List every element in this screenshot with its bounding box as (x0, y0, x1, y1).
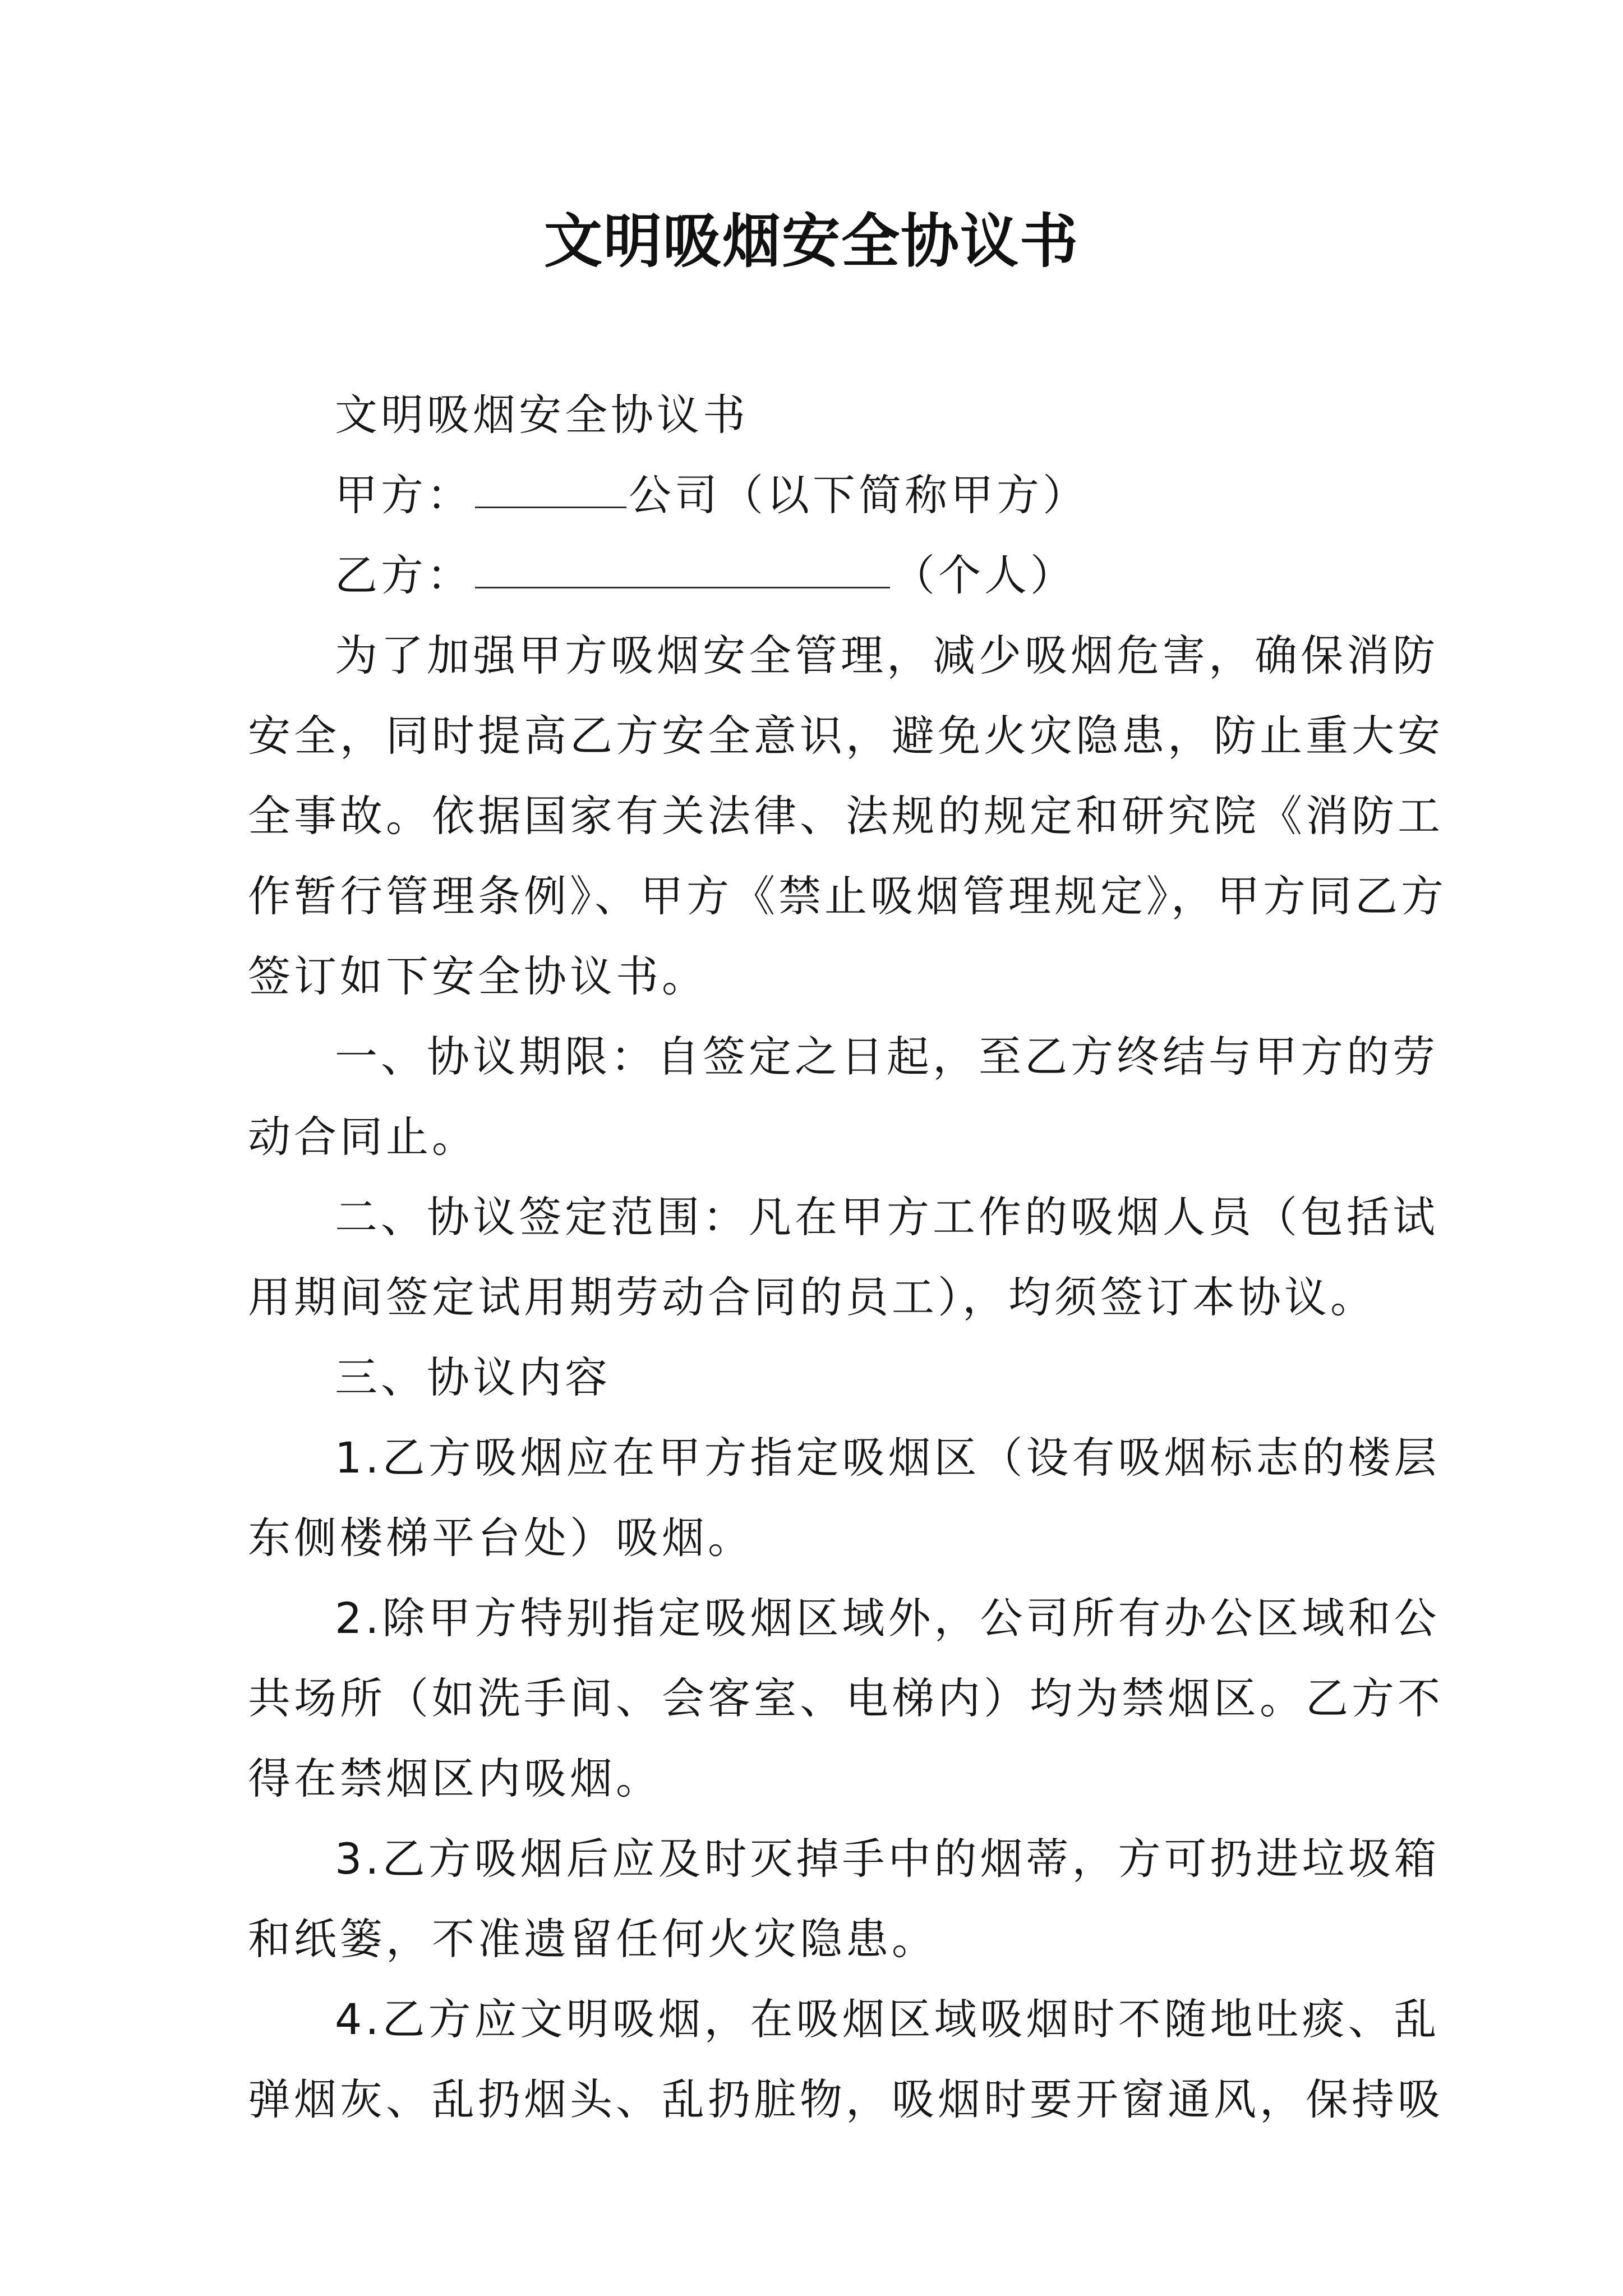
party-a-blank[interactable] (475, 455, 626, 508)
paragraph-line: 动合同止。 (248, 1112, 478, 1162)
paragraph-line: 用期间签定试用期劳动合同的员工），均须签订本协议。 (248, 1272, 1376, 1322)
paragraph-line: 一、协议期限：自签定之日起，至乙方终结与甲方的劳 (335, 1032, 1438, 1082)
paragraph-line: 4.乙方应文明吸烟，在吸烟区域吸烟时不随地吐痰、乱 (335, 1994, 1440, 2044)
paragraph-line: 为了加强甲方吸烟安全管理，减少吸烟危害，确保消防 (335, 631, 1438, 680)
party-b-blank[interactable] (475, 535, 890, 588)
party-a-label: 甲方： (335, 470, 473, 520)
body-subtitle: 文明吸烟安全协议书 (335, 390, 749, 440)
section-heading: 三、协议内容 (335, 1352, 611, 1402)
party-b-suffix: （个人） (892, 550, 1076, 600)
paragraph-line: 共场所（如洗手间、会客室、电梯内）均为禁烟区。乙方不 (248, 1673, 1444, 1723)
document-title: 文明吸烟安全协议书 (543, 206, 1079, 275)
paragraph-line: 2.除甲方特别指定吸烟区域外，公司所有办公区域和公 (335, 1593, 1440, 1643)
paragraph-line: 得在禁烟区内吸烟。 (248, 1754, 662, 1803)
paragraph-line: 签订如下安全协议书。 (248, 951, 708, 1001)
paragraph-line: 作暂行管理条例》、甲方《禁止吸烟管理规定》，甲方同乙方 (248, 871, 1447, 921)
document-body (248, 375, 1447, 2139)
paragraph-line: 全事故。依据国家有关法律、法规的规定和研究院《消防工 (248, 791, 1444, 841)
party-a-suffix: 公司（以下简称甲方） (629, 470, 1089, 520)
paragraph-line: 弹烟灰、乱扔烟头、乱扔脏物，吸烟时要开窗通风，保持吸 (248, 2074, 1444, 2124)
paragraph-line: 安全，同时提高乙方安全意识，避免火灾隐患，防止重大安 (248, 711, 1444, 761)
paragraph-line: 和纸篓，不准遗留任何火灾隐患。 (248, 1914, 938, 1964)
party-b-label: 乙方： (335, 550, 473, 600)
paragraph-line: 二、协议签定范围：凡在甲方工作的吸烟人员（包括试 (335, 1192, 1438, 1242)
party-b-line (248, 535, 1381, 615)
party-a-line (248, 455, 1381, 535)
paragraph-line: 1.乙方吸烟应在甲方指定吸烟区（设有吸烟标志的楼层 (335, 1433, 1440, 1483)
paragraph-line: 3.乙方吸烟后应及时灭掉手中的烟蒂，方可扔进垃圾箱 (335, 1834, 1440, 1884)
paragraph-line: 东侧楼梯平台处）吸烟。 (248, 1513, 754, 1563)
